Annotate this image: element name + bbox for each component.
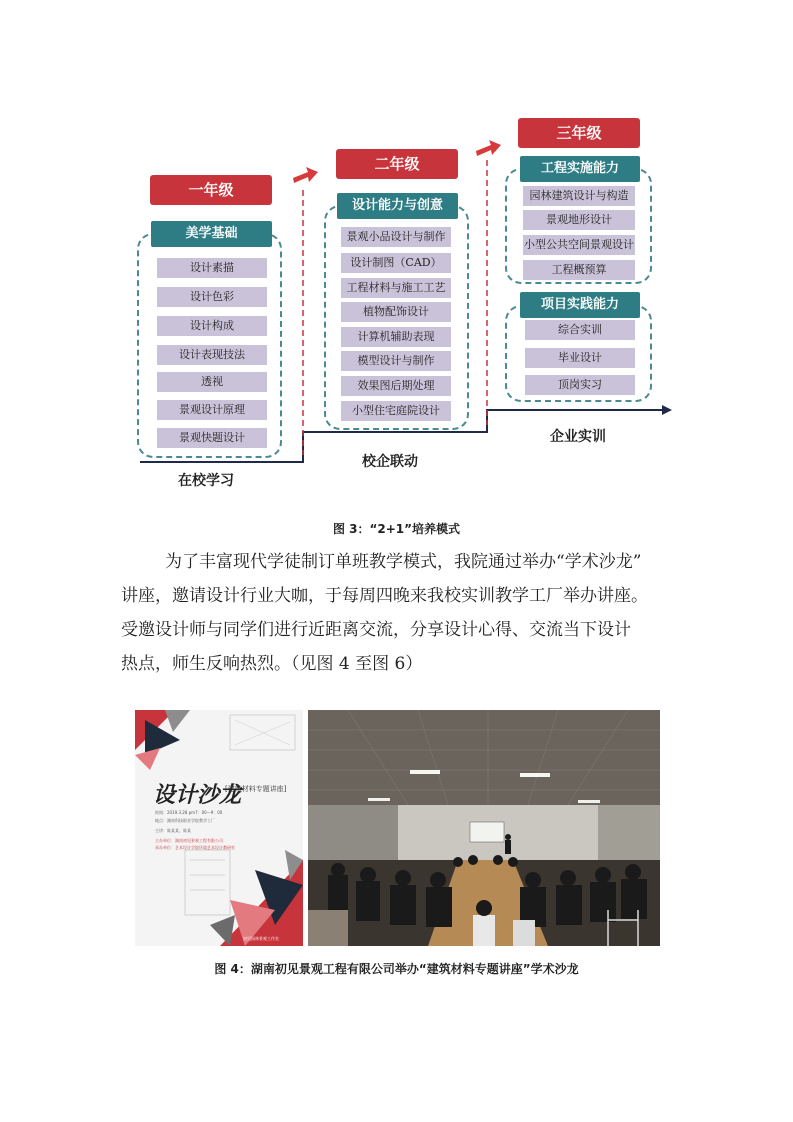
progress-arrow-2 [476,140,501,156]
year-3-badge: 三年级 [518,118,640,148]
course-item: 景观快题设计 [157,428,267,448]
training-model-diagram [0,0,793,510]
poster-footer: 初见园林景观工作室 [243,936,279,941]
figure-4-caption: 图 4：湖南初见景观工程有限公司举办“建筑材料专题讲座”学术沙龙 [214,962,579,976]
paragraph-line: 为了丰富现代学徒制订单班教学模式，我院通过举办“学术沙龙” [165,552,642,572]
course-item: 设计制图（CAD） [341,253,451,273]
course-item: 景观设计原理 [157,400,267,420]
course-item: 设计表现技法 [157,345,267,365]
lecture-photo [308,710,660,946]
progress-arrow-1 [293,167,318,183]
stage-label-enterprise: 企业实训 [550,429,606,445]
course-item: 工程概预算 [523,260,635,280]
year-1-badge: 一年级 [150,175,272,205]
timeline-arrowhead [662,405,672,415]
salon-poster-image [135,710,303,946]
course-item: 设计素描 [157,258,267,278]
poster-title: 设计沙龙 [153,782,242,808]
year-2-badge: 二年级 [336,149,458,179]
category-engineering: 工程实施能力 [520,156,640,182]
course-item: 顶岗实习 [525,375,635,395]
poster-subtitle: [建筑材料专题讲座] [225,785,287,793]
course-item: 效果图后期处理 [341,376,451,396]
course-item: 园林建筑设计与构造 [523,186,635,206]
poster-text-line: 主讲：陈某某、陈某 [155,828,191,833]
category-aesthetics: 美学基础 [151,221,272,247]
course-item: 设计色彩 [157,287,267,307]
course-item: 景观小品设计与制作 [341,227,451,247]
stage-label-linkage: 校企联动 [362,454,418,470]
poster-text-line: 主办单位：湖南初见景观工程有限公司 [155,838,223,843]
paragraph-line: 讲座，邀请设计行业大咖，于每周四晚来我校实训教学工厂举办讲座。 [121,586,648,606]
course-item: 毕业设计 [525,348,635,368]
poster-text-line: 承办单位：艺术设计学院环境艺术设计教研室 [155,845,235,850]
course-item: 计算机辅助表现 [341,327,451,347]
stage-label-school: 在校学习 [178,473,234,489]
paragraph-line: 热点，师生反响热烈。（见图 4 至图 6） [121,654,423,674]
figure-3-caption: 图 3：“2+1”培养模式 [332,522,461,536]
poster-text-line: 时间：2019.3.28 pm7：00—9：00 [155,810,223,815]
course-item: 小型公共空间景观设计 [523,235,635,255]
lecture-scene [308,710,660,946]
course-item: 小型住宅庭院设计 [341,401,451,421]
course-item: 模型设计与制作 [341,351,451,371]
course-item: 综合实训 [525,320,635,340]
course-item: 植物配饰设计 [341,302,451,322]
course-item: 工程材料与施工工艺 [341,278,451,298]
body-paragraph [121,545,648,681]
paragraph-line: 受邀设计师与同学们进行近距离交流，分享设计心得、交流当下设计 [121,620,631,640]
course-item: 透视 [157,372,267,392]
category-project-practice: 项目实践能力 [520,292,640,318]
poster-text-line: 地点：湖南科技职业学院教学工厂 [155,818,215,823]
course-item: 景观地形设计 [523,210,635,230]
category-design-ability: 设计能力与创意 [337,193,458,219]
course-item: 设计构成 [157,316,267,336]
